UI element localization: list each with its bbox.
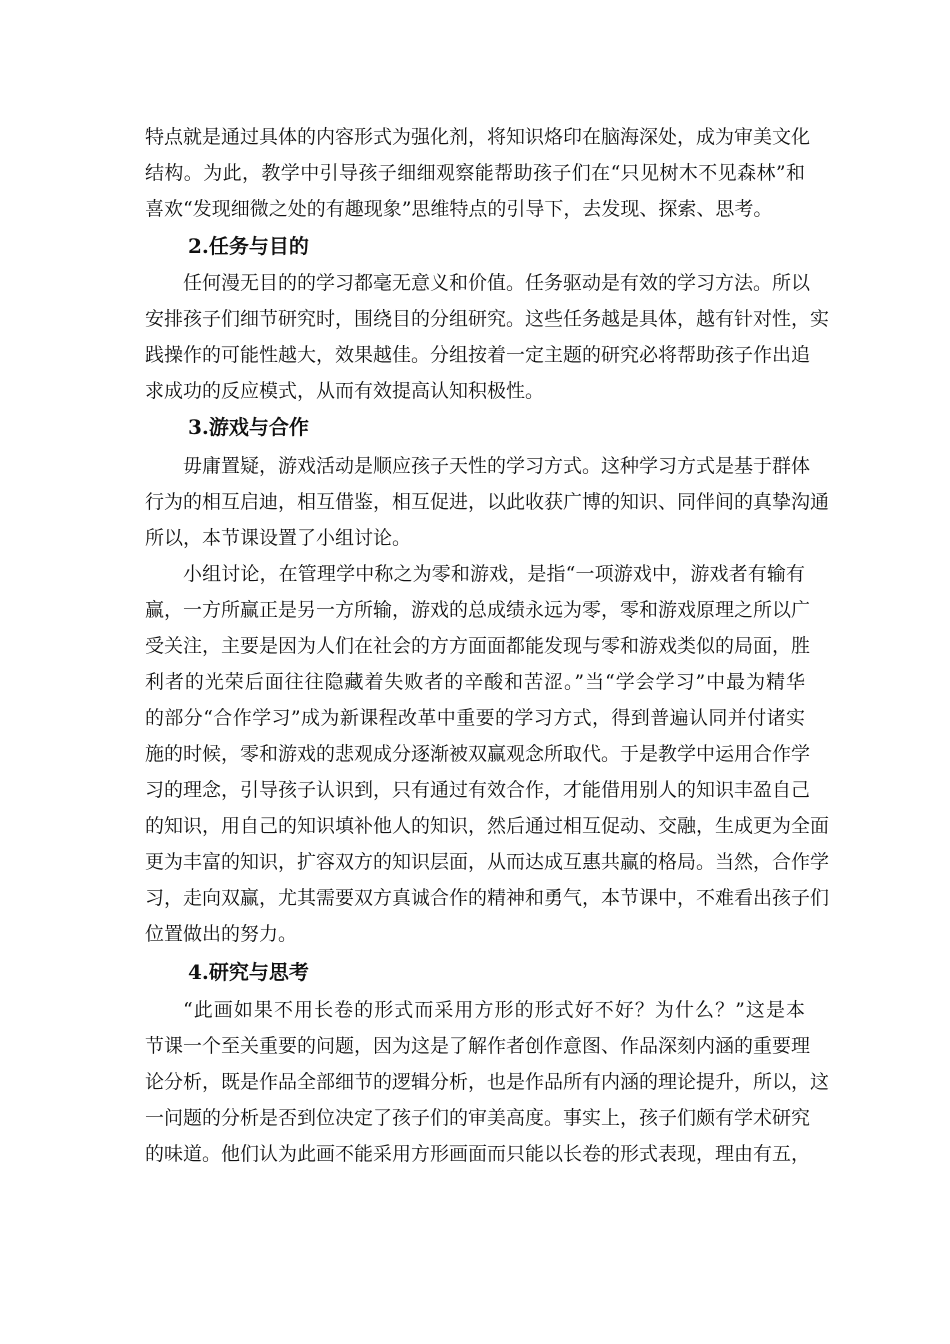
paragraph-line: 行为的相互启迪，相互借鉴，相互促进，以此收获广博的知识、同伴间的真挚沟通 xyxy=(145,491,830,513)
paragraph-line: 节课一个至关重要的问题，因为这是了解作者创作意图、作品深刻内涵的重要理 xyxy=(145,1035,811,1057)
paragraph-line: 论分析，既是作品全部细节的逻辑分析，也是作品所有内涵的理论提升，所以，这 xyxy=(145,1071,830,1093)
paragraph-line: 小组讨论，在管理学中称之为零和游戏，是指“一项游戏中，游戏者有输有 xyxy=(183,563,805,585)
paragraph-line: 一问题的分析是否到位决定了孩子们的审美高度。事实上，孩子们颇有学术研究 xyxy=(145,1107,811,1129)
paragraph-line: 所以，本节课设置了小组讨论。 xyxy=(145,527,412,549)
paragraph-line: 喜欢“发现细微之处的有趣现象”思维特点的引导下，去发现、探索、思考。 xyxy=(145,198,773,220)
paragraph-line: 践操作的可能性越大，效果越佳。分组按着一定主题的研究必将帮助孩子作出追 xyxy=(145,344,811,366)
paragraph-line: 的知识，用自己的知识填补他人的知识，然后通过相互促动、交融，生成更为全面 xyxy=(145,815,830,837)
paragraph-line: 毋庸置疑，游戏活动是顺应孩子天性的学习方式。这种学习方式是基于群体 xyxy=(183,455,811,477)
paragraph-line: 施的时候，零和游戏的悲观成分逐渐被双赢观念所取代。于是教学中运用合作学 xyxy=(145,743,811,765)
paragraph-line: 受关注，主要是因为人们在社会的方方面面都能发现与零和游戏类似的局面，胜 xyxy=(145,635,811,657)
section-heading-2: 2.任务与目的 xyxy=(188,234,309,258)
section-heading-3: 3.游戏与合作 xyxy=(188,415,309,439)
paragraph-line: 更为丰富的知识，扩容双方的知识层面，从而达成互惠共赢的格局。当然，合作学 xyxy=(145,851,830,873)
paragraph-line: 习，走向双赢，尤其需要双方真诚合作的精神和勇气，本节课中，不难看出孩子们 xyxy=(145,887,830,909)
paragraph-line: 赢，一方所赢正是另一方所输，游戏的总成绩永远为零，零和游戏原理之所以广 xyxy=(145,599,811,621)
paragraph-line: 任何漫无目的的学习都毫无意义和价值。任务驱动是有效的学习方法。所以 xyxy=(183,272,811,294)
paragraph-line: 习的理念，引导孩子认识到，只有通过有效合作，才能借用别人的知识丰盈自己 xyxy=(145,779,811,801)
paragraph-line: 利者的光荣后面往往隐藏着失败者的辛酸和苦涩。”当“学会学习”中最为精华 xyxy=(145,671,805,693)
paragraph-line: 求成功的反应模式，从而有效提高认知积极性。 xyxy=(145,380,545,402)
paragraph-line: “此画如果不用长卷的形式而采用方形的形式好不好？为什么？”这是本 xyxy=(183,999,805,1021)
paragraph-line: 安排孩子们细节研究时，围绕目的分组研究。这些任务越是具体，越有针对性，实 xyxy=(145,308,830,330)
paragraph-line: 的部分“合作学习”成为新课程改革中重要的学习方式，得到普遍认同并付诸实 xyxy=(145,707,805,729)
paragraph-line: 特点就是通过具体的内容形式为强化剂，将知识烙印在脑海深处，成为审美文化 xyxy=(145,126,811,148)
paragraph-line: 结构。为此，教学中引导孩子细细观察能帮助孩子们在“只见树木不见森林”和 xyxy=(145,162,805,184)
paragraph-line: 的味道。他们认为此画不能采用方形画面而只能以长卷的形式表现，理由有五， xyxy=(145,1143,811,1165)
paragraph-line: 位置做出的努力。 xyxy=(145,923,298,945)
section-heading-4: 4.研究与思考 xyxy=(188,960,309,984)
